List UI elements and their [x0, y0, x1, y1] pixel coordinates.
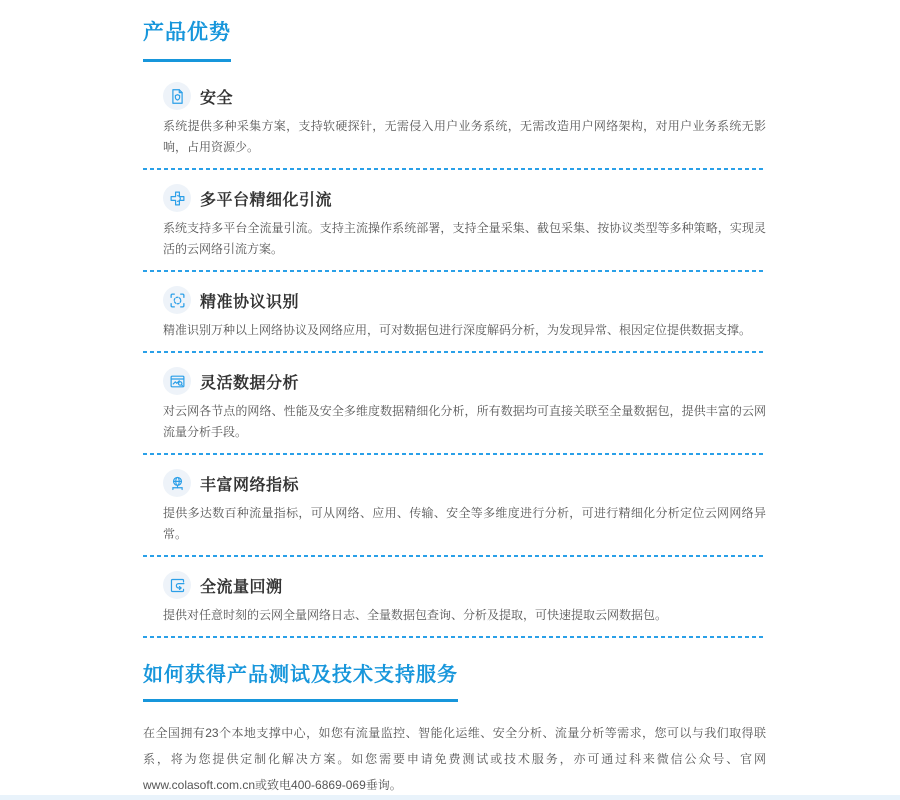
bottom-strip — [0, 795, 900, 800]
protocol-scan-icon — [163, 286, 191, 314]
feature-description: 对云网各节点的网络、性能及安全多维度数据精细化分析，所有数据均可直接关联至全量数据包，提供丰富的云网流量分析手段。 — [163, 404, 766, 439]
shield-document-icon — [163, 82, 191, 110]
dashed-divider — [143, 555, 766, 557]
feature-title: 精准协议识别 — [200, 293, 300, 311]
feature-description: 提供对任意时刻的云网全量网络日志、全量数据包查询、分析及提取，可快速提取云网数据包。 — [163, 608, 668, 622]
feature-item-network-metrics — [143, 469, 766, 557]
feature-title: 灵活数据分析 — [200, 374, 300, 392]
feature-description: 系统提供多种采集方案，支持软硬探针，无需侵入用户业务系统，无需改造用户网络架构，对用户业务系统无影响，占用资源少。 — [163, 119, 766, 154]
page-content — [143, 0, 766, 798]
feature-title: 丰富网络指标 — [200, 476, 300, 494]
feature-item-data-analysis — [143, 367, 766, 455]
feature-item-traffic-rollback — [143, 571, 766, 638]
support-section — [143, 658, 766, 798]
feature-title: 多平台精细化引流 — [200, 191, 333, 209]
feature-description: 提供多达数百种流量指标，可从网络、应用、传输、安全等多维度进行分析，可进行精细化分析定位云网网络异常。 — [163, 506, 766, 541]
dashed-divider — [143, 351, 766, 353]
advantages-section-title: 产品优势 — [143, 16, 231, 62]
support-section-title: 如何获得产品测试及技术支持服务 — [143, 658, 458, 702]
feature-item-protocol — [143, 286, 766, 353]
dashed-divider — [143, 168, 766, 170]
feature-item-security — [143, 82, 766, 170]
data-analysis-icon — [163, 367, 191, 395]
multi-platform-icon — [163, 184, 191, 212]
support-description: 在全国拥有23个本地支撑中心，如您有流量监控、智能化运维、安全分析、流量分析等需求，您可以与我们取得联系，将为您提供定制化解决方案。如您需要申请免费测试或技术服务，亦可通过科来微信公众号、官网www.colasoft.com.cn或致电400-6869-069垂询。 — [143, 726, 766, 792]
dashed-divider — [143, 453, 766, 455]
traffic-rollback-icon — [163, 571, 191, 599]
feature-item-multi-platform — [143, 184, 766, 272]
dashed-divider — [143, 636, 766, 638]
feature-title: 安全 — [200, 89, 234, 107]
feature-title: 全流量回溯 — [200, 578, 283, 596]
network-globe-icon — [163, 469, 191, 497]
advantages-list — [143, 82, 766, 638]
feature-description: 系统支持多平台全流量引流。支持主流操作系统部署，支持全量采集、截包采集、按协议类型等多种策略，实现灵活的云网络引流方案。 — [163, 221, 766, 256]
dashed-divider — [143, 270, 766, 272]
feature-description: 精准识别万种以上网络协议及网络应用，可对数据包进行深度解码分析，为发现异常、根因定位提供数据支撑。 — [163, 323, 752, 337]
